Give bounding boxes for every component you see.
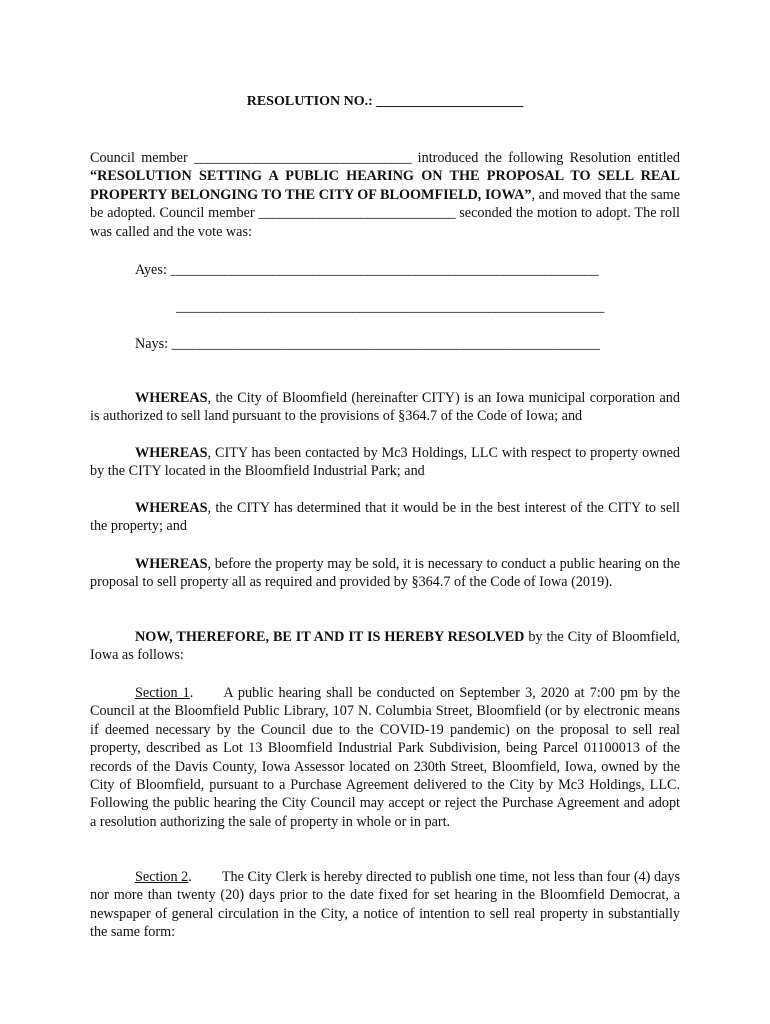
nays-label: Nays: — [135, 336, 169, 352]
ayes-label: Ayes: — [135, 262, 167, 278]
ayes-blank-2[interactable]: _______________________________________________________________ — [176, 299, 605, 315]
intro-text-adopted: , and moved that the same be adopted. Council member — [90, 186, 680, 222]
resolution-title: RESOLUTION NO.: _____________________ — [246, 94, 524, 109]
intro-paragraph — [90, 149, 680, 241]
whereas-text: , the City of Bloomfield (hereinafter CITY) is an Iowa municipal corporation and is authorized to sell land pursuant to the provisions of §364.7 of the Code of Iowa; and — [90, 390, 680, 425]
whereas-text: , CITY has been contacted by Mc3 Holdings, LLC with respect to property owned by the CITY located in the Bloomfield Industrial Park; and — [90, 445, 680, 480]
section-1-paragraph: Section 1. A public hearing shall be conducted on September 3, 2020 at 7:00 pm by the Council at the Bloomfield Public Library, 107 N. Columbia Street, Bloomfield (or by electronic means if deemed necessary by the Council due to the COVID-19 pandemic) on the proposal to sell real property, described as Lot 13 Bloomfield Industrial Park Subdivision, being Parcel 01100013 of the records of the Davis County, Iowa Assessor located on 230th Street, Bloomfield, Iowa, owned by the City of Bloomfield, pursuant to a Purchase Agreement delivered to the City by Mc3 Holdings, LLC. Following the public hearing the City Council may accept or reject the Purchase Agreement and adopt a resolution authorizing the sale of property in whole or in part. — [90, 685, 680, 830]
whereas-paragraph-4 — [90, 555, 680, 592]
section-2-text: The City Clerk is hereby directed to publish one time, not less than four (4) days nor more than twenty (20) days prior to the date fixed for set hearing in the Bloomfield Democrat, a newspaper of general circulation in the City, a notice of intention to sell real property in substantially the same form: — [90, 869, 680, 941]
ayes-line — [135, 261, 598, 279]
nays-blank[interactable]: _______________________________________________________________ — [171, 336, 600, 352]
whereas-text: , before the property may be sold, it is necessary to conduct a public hearing on the proposal to sell property all as required and provided by §364.7 of the Code of Iowa (2019). — [90, 556, 680, 591]
whereas-paragraph-1 — [90, 389, 680, 426]
whereas-text: , the CITY has determined that it would be in the best interest of the CITY to sell the property; and — [90, 500, 680, 535]
ayes-blank[interactable]: _______________________________________________________________ — [170, 262, 599, 278]
intro-text-start: Council member — [90, 150, 194, 166]
section-1-text: A public hearing shall be conducted on September 3, 2020 at 7:00 pm by the Council at the Bloomfield Public Library, 107 N. Columbia Street, Bloomfield (or by electronic means if deemed necessary by the Council due to the COVID-19 pandemic) on the proposal to sell real property, described as Lot 13 Bloomfield Industrial Park Subdivision, being Parcel 01100013 of the records of the Davis County, Iowa Assessor located on 230th Street, Bloomfield, Iowa, owned by the City of Bloomfield, pursuant to a Purchase Agreement delivered to the City by Mc3 Holdings, LLC. Following the public hearing the City Council may accept or reject the Purchase Agreement and adopt a resolution authorizing the sale of property in whole or in part. — [90, 685, 680, 830]
resolved-paragraph — [90, 628, 680, 665]
section-2-paragraph: Section 2. The City Clerk is hereby directed to publish one time, not less than four (4) days nor more than twenty (20) days prior to the date fixed for set hearing in the Bloomfield Democrat, a newspaper of general circulation in the City, a notice of intention to sell real property in substantially the same form: — [90, 869, 680, 941]
resolved-keyword: NOW, THEREFORE, BE IT AND IT IS HEREBY RESOLVED — [135, 629, 525, 645]
intro-text-middle: introduced the following Resolution entitled — [411, 150, 680, 166]
section-1-label: Section 1 — [135, 685, 190, 701]
whereas-keyword: WHEREAS — [135, 390, 208, 406]
whereas-keyword: WHEREAS — [135, 445, 208, 461]
introducer-blank[interactable]: ________________________________ — [193, 150, 412, 166]
intro-text-end: seconded the motion to adopt. The roll was called and the vote was: — [90, 205, 680, 240]
resolved-text: by the City of Bloomfield, Iowa as follows: — [90, 629, 681, 664]
whereas-paragraph-3 — [90, 499, 680, 536]
section-2-label: Section 2 — [135, 869, 189, 885]
nays-line — [135, 335, 600, 353]
whereas-keyword: WHEREAS — [135, 500, 208, 516]
whereas-paragraph-2 — [90, 444, 680, 481]
seconder-blank[interactable]: _____________________________ — [258, 205, 456, 222]
whereas-keyword: WHEREAS — [135, 556, 208, 572]
entitled-resolution-title: “RESOLUTION SETTING A PUBLIC HEARING ON THE PROPOSAL TO SELL REAL PROPERTY BELONGING TO THE CITY OF BLOOMFIELD, IOWA” — [90, 168, 680, 203]
ayes-line-2 — [176, 298, 604, 316]
